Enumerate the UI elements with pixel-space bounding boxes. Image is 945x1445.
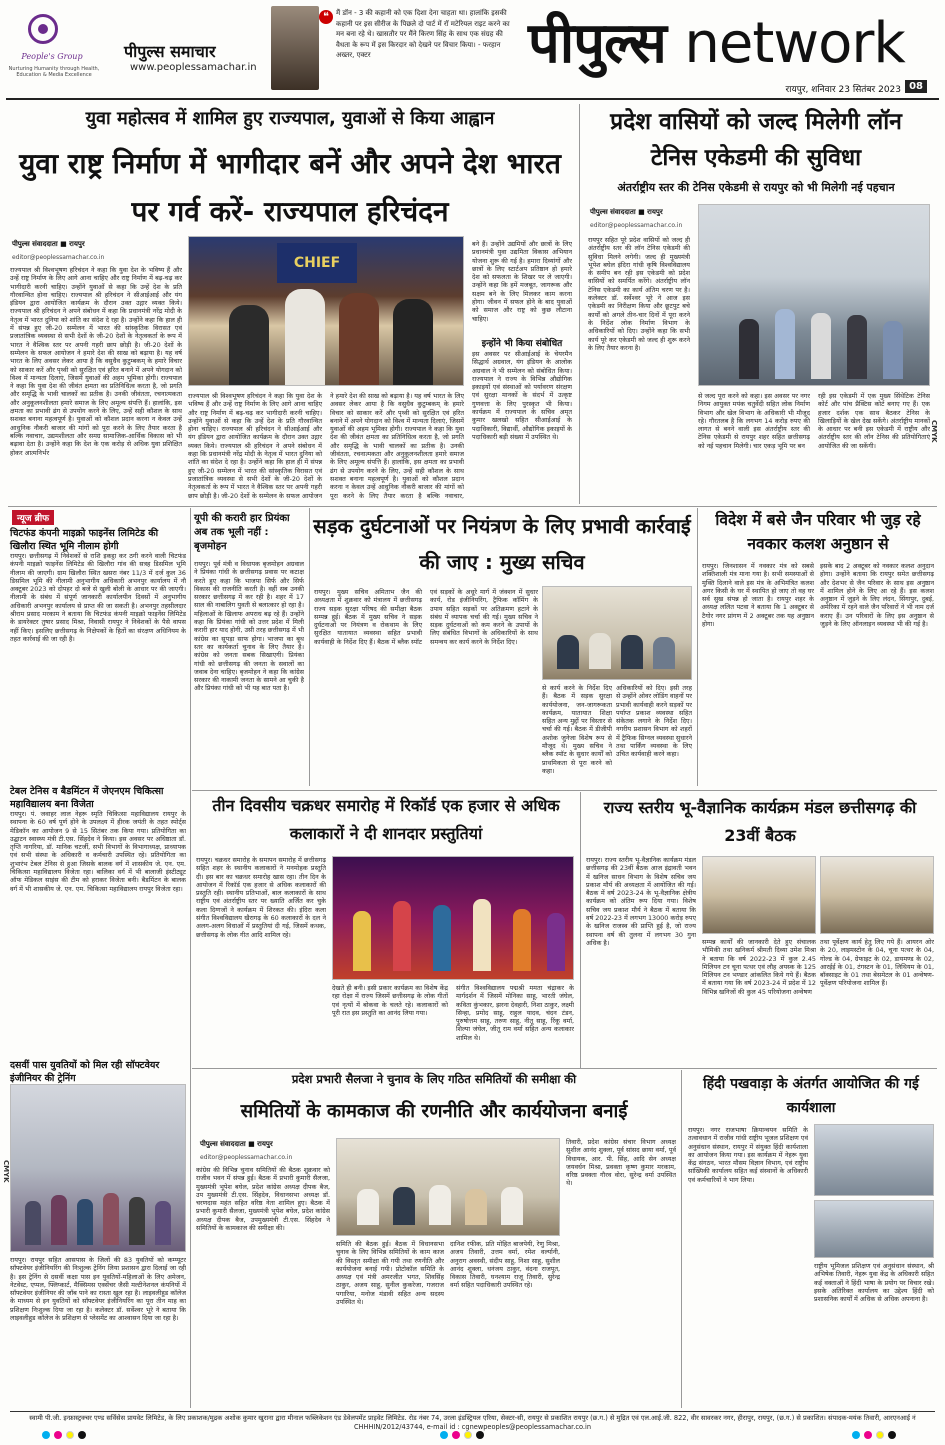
column-rule	[681, 1070, 682, 1408]
photo-person	[285, 289, 325, 385]
dateline: रायपुर, शनिवार 23 सितंबर 2023	[785, 85, 901, 95]
photo-person	[393, 901, 411, 971]
paper-url[interactable]: www.peoplessamachar.in	[130, 62, 257, 73]
tennis-photo	[698, 204, 930, 386]
group-tagline: Nurturing Humanity through Health, Education & Media Excellence	[8, 66, 100, 78]
photo-person	[129, 1197, 145, 1245]
photo-person	[393, 1187, 415, 1225]
photo-person	[847, 315, 867, 379]
cmyk-marks-left	[40, 1431, 88, 1439]
selja-email: editor@peoplessamachar.co.in	[200, 1154, 293, 1161]
chakradhar-body-2: देखते ही बनी। इसी प्रकार कार्यक्रम का विशेष केंद्र रहा रोक्षा में राज्य जिसमें छत्तीसगढ़ के लोक गीतों एवं नृत्यों में बोकवा के चलते रहे। कलाकारों को पूरी रात इस प्रस्तुति का आनंद लिया गया।	[332, 984, 448, 1017]
photo-person	[547, 913, 565, 971]
imprint-line: स्वामी पी.जी. इन्फ्रास्ट्रक्चर एण्ड सर्विसेस प्रायवेट लिमिटेड, के लिए प्रकाशक/मुद्रक अशोक कुमार खुराना द्वारा मीनाल फब्लिकेशन एंड डेवेलपमेंट प्राइवेट लिमिटेड. रोड नंबर 74, उरला इंडस्ट्रियल एरिया, सेक्टर-सी, रायपुर से प्रकाशित रायपुर (छ.ग.) से मुद्रित एवं एल.आई.जी. 822, वीर सावरकर नगर, हीरापुर, रायपुर, (छ.ग.) से प्रकाशित। संपादक-मयंक तिवारी, आरएनआई नं CHHHIN/2012/43744, e-mail id : cgnewpeoples@peoplessamachar.co.in	[10, 1411, 935, 1432]
brief-2-body: रायपुर। पं. जवाहर लाल नेहरू स्मृति चिकित्सा महाविद्यालय रायपुर के स्थापना के 60 वर्ष पूर्ण होने के उपलक्ष्य में हीरक जयंती के तहत स्पोर्ट्स मेडिकॉन का आयोजन 9 से 15 सितंबर तक किया गया। प्रतियोगिता का उद्घाटन स्वास्थ्य मंत्री टी.एस. सिंहदेव ने किया। इस अवसर पर अधिष्ठाता डॉ. तृप्ति नागरिया, डॉ. मानिक चटर्जी, सभी विभागों के विभागाध्यक्ष, प्राध्यापक एवं सभी संस्था के अधिकारी व कर्मचारी उपस्थित रहे। प्रतियोगिता का शुभारंभ टेबल टेनिस से हुआ जिसके बालक वर्ग में शासकीय जे. एन. एम. चिकित्सा महाविद्यालय विजेता रहा। बालिका वर्ग में भी बालाजी इंस्टीट्यूट ऑफ मेडिकल साइंस की टीम को हराकर विजेता बनी। बैडमिंटन के बालक वर्ग में भी शासकीय जे. एन. एम. चिकित्सा महाविद्यालय रायपुर विजेता रहा।	[10, 810, 186, 893]
cmyk-side-label-left: CMYK	[2, 1160, 10, 1183]
geo-body-2: सम्पन्न कार्यों की जानकारी देते हुए संचालक भौमिकी तथा खनिकर्म श्रीमती दिव्या उमेश मिश्रा ने बताया कि वर्ष 2022-23 में कुल 2.45 मिलियन टन चूना पत्थर एवं लौह अयस्क के 125 मिलियन टन भण्डार आंकलित किये गये हैं। बैठक में बताया गया कि वर्ष 2023-24 में प्रदेश में 12 विभिन्न खनिजों की कुल 45 परियोजना अन्वेषण	[702, 938, 816, 996]
photo-person	[229, 305, 269, 385]
photo-person	[653, 637, 675, 669]
chakradhar-body-1: रायपुर। चक्रधर समारोह के समापन समारोह में छत्तीसगढ़ सहित शहर के स्थानीय कलाकारों ने मनमोहक प्रस्तुति दी। इस बार का चक्रधर समारोह खास रहा। तीन दिन के आयोजन में रिकॉर्ड एक हजार से अधिक कलाकारों की प्रस्तुति रही। स्थानीय प्रतिभाओं, बाल कलाकारों के साथ राष्ट्रीय एवं अंतर्राष्ट्रीय स्तर पर ख्याति अर्जित कर चुके कला दिग्गजों ने कार्यक्रम में शिरकत की। इंदिरा कला संगीत विश्वविद्यालय खैरागढ़ के 60 कलाकारों के दल ने अलग-अलग विधाओं में प्रस्तुतियां दी गई, जिसमें कथक, छत्तीसगढ़ के लोक गीत आदि शामिल रहे।	[196, 856, 326, 939]
quote-mark-icon: ❝	[319, 10, 333, 24]
tennis-body-3: रही इस एकेडमी में एक मुख्य सिंथेटिक टेनिस कोर्ट और पांच प्रैक्टिस कोर्ट बनाए गए हैं। एक हजार दर्शक एक साथ बैठकर टेनिस के खिलाड़ियों के खेल देख सकेंगे। अंतर्राष्ट्रीय मानकों के आधार पर बनी इस एकेडमी में राष्ट्रीय और अंतर्राष्ट्रीय स्तर की लॉन टेनिस की प्रतियोगिताएं आयोजित की जा सकेंगी।	[818, 392, 930, 450]
chakradhar-body-3: संगीत विश्वविद्यालय पद्मश्री ममता चंद्राकर के मार्गदर्शन में जिसमें मोनिका साहू, भारती जंघेल, कविता कुंभकार, झरना देवहारी, निशा ठाकुर, लक्ष्मी सिन्हा, प्रमोद साहू, राहुल यादव, चंदन टंडन, पुरुषोत्तम साहू, तरुण साहू, नीतू साहू, रिंकू वर्मा, शिल्पा जंघेल, जीतू राम वर्मा सहित अन्य कलाकार शामिल थे।	[456, 984, 574, 1042]
governor-kicker: युवा महोत्सव में शामिल हुए राज्यपाल, युवाओं से किया आह्वान	[85, 108, 495, 129]
geo-headline: राज्य स्तरीय भू-वैज्ञानिक कार्यक्रम मंडल छत्तीसगढ़ की 23वीं बैठक	[603, 798, 917, 845]
selja-meeting-photo	[336, 1138, 560, 1236]
page-number: 08	[905, 80, 927, 93]
column-rule	[580, 792, 581, 1068]
priyanka-headline: यूपी की करारी हार प्रियंका अब तक भूली नहीं : बृजमोहन	[194, 513, 290, 552]
photo-person	[501, 1187, 523, 1225]
selja-body-3: दानिश रफीक, प्रति मोहित बाजपेयी, रेणु मिश्रा, अजय तिवारी, उत्तम वर्मा, रमेश वर्ल्यानी, अनुराग अवस्थी, संदीप साहू, निशा साहू, सुशील आनंद शुक्ला, धनंजय ठाकुर, वंदना राजपूत, विकास तिवारी, घनश्याम राजू तिवारी, सुरेन्द्र वर्मा सहित पदाधिकारी उपस्थित रहे।	[450, 1240, 560, 1290]
governor-body-3: इस अवसर पर सीआईआई के चेयरमैन सिद्धार्थ अग्रवाल, यंग इंडियन के आलोक अग्रवाल ने भी सम्मेलन को संबोधित किया। राज्यपाल ने राज्य के विभिन्न औद्योगिक इकाइयों एवं संस्थाओं को पर्यावरण संरक्षण एवं सुरक्षा मानकों के संदर्भ में उत्कृष्ट गुणवत्ता के लिए पुरस्कृत भी किया। कार्यक्रम में राज्यपाल के सचिव अमृत कुमार खलखो सहित सीआईआई के पदाधिकारी, विद्यार्थी, औद्योगिक इकाइयों के पदाधिकारी बड़ी संख्या में उपस्थित थे।	[472, 350, 572, 441]
column-rule	[309, 508, 310, 786]
road-body-1: रायपुर। मुख्य सचिव अमिताभ जैन की अध्यक्षता में शुक्रवार को मंत्रालय में छत्तीसगढ़ राज्य सड़क सुरक्षा परिषद की समीक्षा बैठक सम्पन्न हुई। बैठक में मुख्य सचिव ने सड़क दुर्घटनाओं पर नियंत्रण व रोकथाम के लिए सुरक्षित यातायात व्यवस्था सहित प्रभावी कार्यवाही के निर्देश दिए हैं। बैठक में ब्लैक स्पॉट एवं सड़कों के अधूरे मार्ग में जंक्शन में सुधार कार्य, रोड इंजीनियरिंग, ट्रैफिक कॉमिंग के उपाय सहित सड़कों पर अतिक्रमण हटाने के संबंध में व्यापक चर्चा की गई। मुख्य सचिव ने सड़क दुर्घटनाओं को कम करने के उपायों के लिए संबंधित विभागों के अधिकारियों के साथ समन्वय कर कार्य करने के निर्देश दिए।	[314, 588, 538, 646]
priyanka-body: रायपुर। पूर्व मंत्री व विधायक बृजमोहन अग्रवाल ने प्रियंका गांधी के छत्तीसगढ़ प्रवास पर कटाक्ष करते हुए कहा कि भाजपा सिर्फ और सिर्फ विकास की राजनीति करती है। वहीं सब उनकी सरकार छत्तीसगढ़ में कर रही है। शहर में 17 साल की नाबालिग युवती से बलात्कार हो रहा है। महिलाओं के खिलाफ अपराध बढ़ रहे हैं। उन्होंने कहा कि प्रियंका गांधी को उत्तर प्रदेश में मिली करारी हार याद होगी, उसी तरह छत्तीसगढ़ में भी कांग्रेस का सूपड़ा साफ होगा। भाजपा का बूथ स्तर का कार्यकर्ता चुनाव के लिए तैयार है। कांग्रेस को जनता सबक सिखाएगी। प्रियंका गांधी को छत्तीसगढ़ की जनता के सवालों का जवाब देना चाहिए। बृजमोहन ने कहा कि कांग्रेस सरकार की नाकामी जनता के सामने आ चुकी है और प्रियंका गांधी को भी यह बात पता है।	[194, 560, 304, 693]
photo-person	[51, 1195, 67, 1245]
governor-body-1-cont: राज्यपाल श्री विश्वभूषण हरिचंदन ने कहा कि युवा देश के भविष्य हैं और उन्हें राष्ट्र निर्माण के लिए आगे आना चाहिए और राष्ट्र निर्माण में बढ़-चढ़ कर भागीदारी करनी चाहिए। उन्होंने युवाओं से कहा कि उन्हें देश के प्रति गौरवान्वित होना चाहिए। राज्यपाल श्री हरिचंदन ने सीआईआई और यंग इंडियन द्वारा आयोजित कार्यक्रम के दौरान उक्त उद्गार व्यक्त किये। राज्यपाल श्री हरिचंदन ने अपने संबोधन में कहा कि प्रधानमंत्री नरेंद्र मोदी के नेतृत्व में भारत दुनिया को शांति का संदेश दे रहा है। उन्होंने कहा कि हाल ही में संपन्न हुए जी-20 सम्मेलन में भारत की सांस्कृतिक विरासत एवं प्रजातांत्रिक व्यवस्था से सभी देशों के जी-20 देशों के नेतृत्वकर्ता के रूप में भारत ने वैश्विक स्तर पर अपनी गहरी छाप छोड़ी है। जी-20 देशों के सम्मेलन के सफल आयोजन ने हमारे देश की साख को बढ़ाया है। यह वर्ष भारत के लिए अवसर लेकर आया है कि वसुधैव कुटुम्बकम् के हमारे विचार को साकार करें और पृथ्वी को सुरक्षित एवं हरित बनाने में अपने योगदान को विश्व में मान्यता दिलाएं, जिसमें युवाओं की अहम भूमिका होगी। राज्यपाल ने कहा कि युवा देश की जीवंत क्षमता का प्रतिनिधित्व करता है, जो प्रगति और समृद्धि के भावी चालकों का प्रतीक है। उनकी जीवंतता, रचनात्मकता और अनुकूलनशीलता हमारे समाज के लिए अमूल्य संपत्ति हैं। हालांकि, इस क्षमता का प्रभावी ढंग से उपयोग करने के लिए, उन्हें सही कौशल के साथ सशक्त बनाना महत्वपूर्ण है। युवाओं को कौशल प्रदान करना न केवल उन्हें आधुनिक नौकरी बाजार की मांगों को पूरा करने के लिए तैयार करता है बल्कि नवाचार,	[188, 392, 464, 500]
selja-headline: समितियों के कामकाज की रणनीति और कार्ययोजना बनाई	[240, 1101, 628, 1122]
brief-3-title: दसवीं पास युवतियों को मिल रही सॉफ्टवेयर इंजीनियर की ट्रेनिंग	[10, 1060, 160, 1084]
news-brief-tag: न्यूज ब्रीफ	[12, 510, 54, 525]
governor-email: editor@peoplessamachar.co.in	[12, 254, 105, 261]
tennis-headline: प्रदेश वासियों को जल्द मिलेगी लॉन टेनिस एकेडमी की सुविधा	[610, 109, 902, 171]
photo-person	[353, 911, 371, 971]
chakradhar-headline: तीन दिवसीय चक्रधर समारोह में रिकॉर्ड एक हजार से अधिक कलाकारों ने दी शानदार प्रस्तुतियां	[212, 796, 560, 843]
quote-portrait	[271, 6, 319, 90]
brand-english: network	[684, 11, 905, 76]
masthead	[6, 4, 939, 100]
photo-person	[155, 1201, 171, 1245]
section-rule	[192, 1068, 937, 1069]
photo-person	[557, 635, 579, 669]
road-meeting-photo	[542, 586, 692, 680]
chakradhar-photo	[332, 856, 574, 980]
jain-body-1: रायपुर। जिनशासन में नवकार मंत्र को सबसे शक्तिशाली मंत्र माना गया है। सभी समस्याओं से मुक्ति दिलाने वाले इस मंत्र के अभिमंत्रित कलश अगर किसी के घर में स्थापित हो जाए तो वह घर सर्व सुख संपन्न हो जाता है। रायपुर शहर के अध्यक्ष ललित पटवा ने बताया कि 1 अक्टूबर से टैगोर नगर प्रांगण में 2 अक्टूबर तक यह अनुष्ठान होगा।	[702, 562, 814, 629]
governor-headline: युवा राष्ट्र निर्माण में भागीदार बनें और अपने देश भारत पर गर्व करें- राज्यपाल हरिचंदन	[19, 147, 561, 228]
photo-person	[339, 293, 379, 385]
jain-body-2: इसके बाद 2 अक्टूबर को नवकार कलश अनुदान होगा। उन्होंने बताया कि रायपुर समेत छत्तीसगढ़ और देशभर से जैन परिवार के साथ इस अनुष्ठान में शामिल होने के लिए आ रहे हैं। इस कलश अनुष्ठान में जुड़ने के लिए लंदन, सिंगापुर, दुबई, अमेरिका में रहने वाले जैन परिवारों ने भी नाम दर्ज कराए हैं। उन परिवारों के लिए इस अनुष्ठान से जुड़ने के लिए ऑनलाइन व्यवस्था भी की गई है।	[820, 562, 934, 629]
photo-person	[883, 321, 903, 379]
tennis-email: editor@peoplessamachar.co.in	[590, 222, 683, 229]
geo-photo-1	[702, 856, 816, 934]
tennis-byline: पीपुल्स संवाददाता ■ रायपुर	[590, 208, 663, 216]
photo-person	[393, 299, 433, 385]
photo-person	[429, 1185, 451, 1225]
group-name: People's Group	[21, 52, 83, 61]
photo-person	[103, 1193, 119, 1245]
governor-subhead: इन्होंने भी किया संबोधित	[481, 339, 563, 349]
training-photo	[10, 1084, 186, 1252]
photo-person	[465, 1189, 487, 1225]
brand-hindi: पीपुल्स	[528, 11, 666, 76]
selja-body-4: तिवारी, प्रदेश कांग्रेस संचार विभाग अध्यक्ष सुशील आनंद शुक्ला, पूर्व सांसद छाया वर्मा, पूर्व विधायक, आर. पी. सिंह, आदि सेन अध्यक्ष जयवर्धन मिश्रा, प्रवक्ता कृष्ण कुमार मरकाम, वरिष्ठ प्रवक्ता गौरव वोरा, सुरेन्द्र वर्मा उपस्थित थे।	[566, 1138, 676, 1188]
photo-person	[77, 1199, 93, 1245]
section-rule	[192, 790, 937, 791]
governor-photo	[188, 236, 464, 386]
selja-body-1: कांग्रेस की विभिन्न चुनाव समितियों की बैठक शुक्रवार को राजीव भवन में संपन्न हुई। बैठक में प्रभारी कुमारी सैलजा, मुख्यमंत्री भूपेश बघेल, प्रदेश कांग्रेस अध्यक्ष दीपक बैज, उप मुख्यमंत्री टी.एस. सिंहदेव, विधानसभा अध्यक्ष डॉ. चरणदास महंत सहित वरिष्ठ नेता शामिल हुए। बैठक में प्रभारी कुमारी सैलजा, मुख्यमंत्री भूपेश बघेल, प्रदेश कांग्रेस अध्यक्ष दीपक बैज, उपमुख्यमंत्री टी.एस. सिंहदेव ने समितियों के कामकाज की समीक्षा की।	[196, 1166, 330, 1233]
photo-person	[513, 909, 531, 971]
brief-1-body: रायपुर। छत्तीसगढ़ में निवेशकों से राशि इकट्ठा कर ठगी करने वाली चिटफंड कंपनी माइक्रो फाइनेंस लिमिटेड की खिलौरा गांव की सत्रह डिसमिल भूमि नीलाम की जाएगी। ग्राम खिलौरा स्थित खसरा नंबर 11/3 में दर्ज कुल 36 डिसमिल भूमि की नीलामी अनुभागीय अधिकारी अभनपुर कार्यालय में नौ अक्टूबर 2023 को दोपहर दो बजे से खुली बोली के आधार पर की जाएगी। नीलामी के संबंध में संपूर्ण जानकारी कार्यालयीन दिवसों में अनुभागीय अधिकारी अभनपुर कार्यालय से प्राप्त की जा सकती है। अभनपुर तहसीलदार श्रीराम प्रसाद मरकाम ने बताया कि चिटफंड कंपनी माइक्रो फाइनेंस लिमिटेड के डायरेक्टर तुषार प्रसाद मिश्रा, निवासी रायपुर ने निवेशकों के पैसे वापस नहीं किए। इसलिए छत्तीसगढ़ के निक्षेपकों के हितों का संरक्षण अधिनियम के तहत कार्रवाई की जा रही है।	[10, 552, 186, 643]
photo-screen: CHIEF	[277, 243, 357, 283]
hindi-headline: हिंदी पखवाड़ा के अंतर्गत आयोजित की गई कार्यशाला	[703, 1076, 919, 1116]
quote-text: मैं डॉन - 3 की कहानी को एक दिशा देना चाहता था। हालांकि इसकी कहानी पर इस सीरीज के पिछले दो पार्ट में रॉ मटेरियल राइट करने का मन बना रहे थे। खासतौर पर मैंने किरण सिंह के साथ एक संग्रह की वैधता के रूप में इस किरदार को देखने पर विचार किया। - फरहान अख्तर, एक्टर	[336, 9, 510, 59]
peoples-group-logo-icon	[28, 14, 58, 44]
geo-photo-2	[820, 856, 934, 934]
hindi-body-2: राष्ट्रीय भूमिजल प्रशिक्षण एवं अनुसंधान संस्थान, श्री अभिषेक तिवारी, नेहरू युवा केंद्र के अधिकारी सहित कई वक्ताओं ने हिंदी भाषा के प्रयोग पर विचार रखे। इसके अतिरिक्त कार्यालय का उद्देश्य हिंदी को प्रशासनिक कार्यों में अधिक से अधिक अपनाना है।	[814, 1262, 934, 1304]
road-body-3: अधिकारियों को दिए। इसी तरह से उन्होंने ओवर लोडिंग वाहनों पर प्रभावी कार्यवाही करने सड़कों पर पर्याप्त प्रकाश व्यवस्था सहित संकेतक लगाने के निर्देश दिए। नगरीय प्रशासन विभाग को शहरों में ट्रैफिक सिग्नल व्यवस्था सुधारने तथा पार्किंग व्यवस्था के लिए उचित कार्यवाही करने कहा।	[616, 684, 692, 759]
photo-person	[739, 319, 759, 379]
road-body-2: से कार्य करने के निर्देश दिए हैं। बैठक में सड़क सुरक्षा कार्ययोजना, जन-जागरूकता कार्यक्रम, यातायात शिक्षा सहित अन्य मुद्दों पर विस्तार से चर्चा की गई। बैठक में डीजीपी अशोक जुनेजा विशेष रूप से मौजूद थे। मुख्य सचिव ने ब्लैक स्पॉट के सुधार कार्यों को प्राथमिकता से पूरा करने को कहा।	[542, 684, 612, 775]
photo-person	[775, 309, 795, 379]
cmyk-marks-right	[850, 1431, 898, 1439]
photo-person	[25, 1201, 41, 1245]
tennis-deck: अंतर्राष्ट्रीय स्तर की टेनिस एकेडमी से रायपुर को भी मिलेगी नई पहचान	[617, 181, 895, 194]
brief-3-body: रायपुर। रायपुर सहित आसपास के जिलों की 83 युवतियों को कम्प्यूटर सॉफ्टवेयर इंजीनियरिंग की निःशुल्क ट्रेनिंग लिया प्रशासन द्वारा दिलाई जा रही है। इस ट्रेनिंग से दसवीं कक्षा पास इन युवतियों-महिलाओं के लिए अमेजन, नेटवेस्ट, एप्पल, फ्लिप्कार्ट, मैक्सिमस एक्सेंचर जैसी मल्टीनेशनल कंपनियों में सॉफ्टवेयर इंजीनियर की जॉब पाने का रास्ता खुल रहा है। लाइवलीहुड कॉलेज के माध्यम से इन युवतियों को सॉफ्टवेयर इंजीनियरिंग का पूरा तीन माह का प्रशिक्षण निःशुल्क दिया जा रहा है। कलेक्टर डॉ. सर्वेश्वर भूरे ने बताया कि लाइवलीहुड कॉलेज के प्रशिक्षण से प्लेसमेंट का आश्वासन दिया जा रहा है।	[10, 1256, 186, 1323]
selja-kicker: प्रदेश प्रभारी सैलजा ने चुनाव के लिए गठित समितियों की समीक्षा की	[291, 1072, 577, 1086]
hindi-photo-2	[814, 1200, 934, 1258]
column-rule	[579, 104, 580, 504]
photo-person	[589, 633, 611, 669]
governor-byline: पीपुल्स संवाददाता ■ रायपुर	[12, 240, 85, 248]
photo-person	[473, 899, 491, 971]
governor-body-1: राज्यपाल श्री विश्वभूषण हरिचंदन ने कहा कि युवा देश के भविष्य हैं और उन्हें राष्ट्र निर्माण के लिए आगे आना चाहिए और राष्ट्र निर्माण में बढ़-चढ़ कर भागीदारी करनी चाहिए। उन्होंने युवाओं से कहा कि उन्हें देश के प्रति गौरवान्वित होना चाहिए। राज्यपाल श्री हरिचंदन ने सीआईआई और यंग इंडियन द्वारा आयोजित कार्यक्रम के दौरान उक्त उद्गार व्यक्त किये। राज्यपाल श्री हरिचंदन ने अपने संबोधन में कहा कि प्रधानमंत्री नरेंद्र मोदी के नेतृत्व में भारत दुनिया को शांति का संदेश दे रहा है। उन्होंने कहा कि हाल ही में संपन्न हुए जी-20 सम्मेलन में भारत की सांस्कृतिक विरासत एवं प्रजातांत्रिक व्यवस्था से सभी देशों के जी-20 देशों के नेतृत्वकर्ता के रूप में भारत ने वैश्विक स्तर पर अपनी गहरी छाप छोड़ी है। जी-20 देशों के सम्मेलन के सफल आयोजन ने हमारे देश की साख को बढ़ाया है। यह वर्ष भारत के लिए अवसर लेकर आया है कि वसुधैव कुटुम्बकम् के हमारे विचार को साकार करें और पृथ्वी को सुरक्षित एवं हरित बनाने में अपने योगदान को विश्व में मान्यता दिलाएं, जिसमें युवाओं की अहम भूमिका होगी। राज्यपाल ने कहा कि युवा देश की जीवंत क्षमता का प्रतिनिधित्व करता है, जो प्रगति और समृद्धि के भावी चालकों का प्रतीक है। उनकी जीवंतता, रचनात्मकता और अनुकूलनशीलता हमारे समाज के लिए अमूल्य संपत्ति हैं। हालांकि, इस क्षमता का प्रभावी ढंग से उपयोग करने के लिए, उन्हें सही कौशल के साथ सशक्त बनाना महत्वपूर्ण है। युवाओं को कौशल प्रदान करना न केवल उन्हें आधुनिक नौकरी बाजार की मांगों को पूरा करने के लिए तैयार करता है बल्कि नवाचार, उद्यमशीलता और समग्र सामाजिक-आर्थिक विकास को भी बढ़ावा देता है। उन्होंने कहा कि देश के एक करोड़ से अधिक युवा प्रशिक्षित होकर आत्मनिर्भर	[10, 266, 182, 457]
column-rule	[190, 508, 191, 1408]
column-rule	[697, 508, 698, 786]
jain-headline: विदेश में बसे जैन परिवार भी जुड़ रहे नवकार कलश अनुष्ठान से	[715, 511, 921, 553]
photo-person	[433, 905, 451, 971]
hindi-body-1: रायपुर। नगर राजभाषा क्रियान्वयन समिति के तत्वावधान में राजीव गांधी राष्ट्रीय भूजल प्रशिक्षण एवं अनुसंधान संस्थान, रायपुर में संयुक्त हिंदी कार्यशाला का आयोजन किया गया। इस कार्यक्रम में नेहरू युवा केंद्र संगठन, भारत मौसम विज्ञान विभाग, एवं राष्ट्रीय सांख्यिकी कार्यालय सहित कई संस्थानों के अधिकारी एवं कर्मचारियों ने भाग लिया।	[688, 1126, 808, 1184]
tennis-body-2: से जल्द पूरा करने को कहा। इस अवसर पर नगर निगम आयुक्त मयंक चतुर्वेदी सहित लोक निर्माण विभाग और खेल विभाग के अधिकारी भी मौजूद रहे। गौरतलब है कि लगभग 14 करोड़ रुपए की लागत से बनने वाली इस अंतर्राष्ट्रीय स्तर की टेनिस एकेडमी से रायपुर शहर सहित छत्तीसगढ़ को नई पहचान मिलेगी। चार एकड़ भूमि पर बन	[698, 392, 810, 450]
governor-body-2: बने हैं। उन्होंने उद्यमियों और छात्रों के लिए प्रधानमंत्री युवा उद्यमिता विकास अभियान योजना शुरू की गई है। हमारा दिव्यांगों और छात्रों के लिए स्टार्टअप प्रतिष्ठान हो हमारे देश को सफलता के शिखर पर ले जाएगी। उन्होंने कहा कि हमें मजबूत, जागरूक और सक्षम बने के लिए मिलकर काम करना होगा। जीवन में सफल होने के बाद युवाओं को समाज और राष्ट्र को कुछ लौटाना चाहिए।	[472, 240, 572, 323]
geo-body-1: रायपुर। राज्य स्तरीय भू-वैज्ञानिक कार्यक्रम मंडल छत्तीसगढ़ की 23वीं बैठक आज इंद्रावती भवन में खनिज साधन विभाग के विशेष सचिव जय प्रकाश मौर्य की अध्यक्षता में आयोजित की गई। बैठक में वर्ष 2023-24 के भू-वैज्ञानिक क्षेत्रीय कार्यक्रम को अंतिम रूप दिया गया। विशेष सचिव जय प्रकाश मौर्य ने बैठक में बताया कि वर्ष 2022-23 में लगभग 13000 करोड़ रुपए के खनिज राजस्व की प्राप्ति हुई है, जो राज्य स्थापना वर्ष की तुलना में लगभग 30 गुना अधिक है।	[586, 856, 696, 947]
cmyk-side-label: CMYK	[930, 420, 938, 443]
brief-2-title: टेबल टेनिस व बैडमिंटन में जेएनएम चिकित्सा महाविद्यालय बना विजेता	[10, 786, 164, 810]
selja-body-2: समिति की बैठक हुई। बैठक में विधानसभा चुनाव के लिए विभिन्न समितियों के काम काज की विस्तृत समीक्षा की गयी तथा रणनीति और कार्ययोजना बनाई गयी। प्रोटोकॉल समिति के अध्यक्ष एवं मंत्री अमरजीत भगत, शिवसिंह ठाकुर, अजय साहू, सुनील कुकरेजा, गजराज पगारिया, मनोज मंडावी सहित अन्य सदस्य उपस्थित थे।	[336, 1240, 444, 1307]
paper-name: पीपुल्स समाचार	[124, 42, 216, 61]
section-rule	[8, 506, 937, 507]
photo-person	[357, 1189, 379, 1225]
cmyk-marks-center	[438, 1431, 486, 1439]
brand-title	[528, 12, 905, 76]
road-headline: सड़क दुर्घटनाओं पर नियंत्रण के लिए प्रभावी कार्रवाई की जाए : मुख्य सचिव	[313, 514, 691, 574]
selja-byline: पीपुल्स संवाददाता ■ रायपुर	[200, 1140, 273, 1148]
hindi-photo-1	[814, 1124, 934, 1196]
tennis-body-1: रायपुर सहित पूरे प्रदेश वासियों को जल्द ही अंतर्राष्ट्रीय स्तर की लॉन टेनिस एकेडमी की सुविधा मिलने लगेगी। जल्द ही मुख्यमंत्री भूपेश बघेल इंदिरा गांधी कृषि विश्वविद्यालय के समीप बन रही इस एकेडमी को प्रदेश वासियों को समर्पित करेंगे। अंतर्राष्ट्रीय लॉन टेनिस एकेडमी का कार्य अंतिम चरण पर है। कलेक्टर डॉ. सर्वेश्वर भूरे ने आज इस एकेडमी का निरीक्षण किया और छूटपुट बचे कार्यों को अगले तीन-चार दिनों में पूरा करने के निर्देश लोक निर्माण विभाग के अधिकारियों को दिए। उन्होंने कहा कि सभी कार्य पूरे कर एकेडमी को जल्द ही शुरू करने के लिए तैयार करना है।	[588, 236, 690, 352]
brief-1-title: चिटफंड कंपनी माइक्रो फाइनेंस लिमिटेड की खिलौरा स्थित भूमि नीलाम होगी	[10, 528, 159, 552]
geo-body-3: तथा पूर्वेक्षण कार्य हेतु लिए गये हैं। आयरन ओर के 20, लाइमस्टोन के 04, चूना पत्थर के 04, गोल्ड के 04, ग्रेफाइट के 02, डायमण्ड के 02, आरईई के 01, टंगस्टन के 01, लिथियम के 01, बॉक्साइट के 01 तथा बेसमेटल के 01 अन्वेषण-पूर्वेक्षण परियोजना शामिल हैं।	[820, 938, 934, 988]
photo-person	[621, 635, 643, 669]
photo-person	[811, 313, 831, 379]
